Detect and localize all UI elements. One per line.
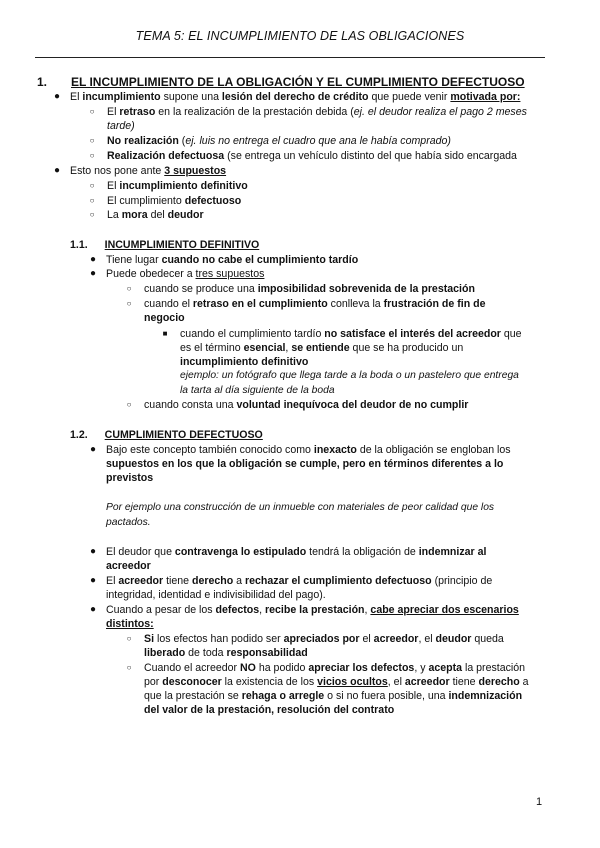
s11-sub-3: cuando consta una voluntad inequívoca del deudor de no cumplir (144, 399, 469, 411)
s12-bullet-4: Cuando a pesar de los defectos, recibe la prestación, cabe apreciar dos escenarios (106, 604, 519, 616)
s11-square-1-cont: es el término esencial, se entiende que se ha producido un (180, 342, 464, 354)
bullet-square: ■ (162, 329, 168, 338)
s11-sub-2: cuando el retraso en el cumplimiento conlleva la frustración de fin de (144, 298, 486, 310)
bullet-circle: ○ (89, 181, 95, 190)
page-number: 1 (536, 796, 543, 808)
s12-example-line-2: pactados. (106, 517, 151, 528)
s1-bullet-2: Esto nos pone ante 3 supuestos (70, 165, 227, 177)
bullet-dot: ● (89, 254, 97, 265)
s12-sub-2-cont3: del valor de la prestación, resolución del contrato (144, 704, 395, 716)
s12-bullet-3: El acreedor tiene derecho a rechazar el cumplimiento defectuoso (principio de (106, 575, 493, 587)
bullet-dot: ● (53, 91, 61, 102)
s12-sub-1-cont: liberado de toda responsabilidad (144, 647, 308, 659)
section-1-1-title: INCUMPLIMIENTO DEFINITIVO (104, 239, 260, 251)
bullet-circle: ○ (89, 107, 95, 116)
s12-sub-2-cont2: que la prestación se rehaga o arregle o si no fuera posible, una indemnización (144, 690, 523, 702)
s11-sub-2-cont: negocio (144, 312, 185, 324)
s1-bullet-1: El incumplimiento supone una lesión del derecho de crédito que puede venir motivada por: (70, 91, 521, 103)
section-1-title: EL INCUMPLIMIENTO DE LA OBLIGACIÓN Y EL CUMPLIMIENTO DEFECTUOSO (71, 75, 525, 89)
s1-sub-1-cont: tarde) (107, 120, 135, 132)
bullet-circle: ○ (89, 151, 95, 160)
bullet-circle: ○ (126, 299, 132, 308)
bullet-circle: ○ (89, 136, 95, 145)
section-1-heading (37, 75, 525, 89)
s1-sub-3: Realización defectuosa (se entrega un vehículo distinto del que había sido encargada (107, 150, 517, 162)
s12-bullet-1-cont: supuestos en los que la obligación se cumple, pero en términos diferentes a lo (106, 458, 504, 470)
bullet-dot: ● (89, 444, 97, 455)
s12-bullet-1-cont2: previstos (106, 472, 154, 484)
bullet-dot: ● (89, 575, 97, 586)
s11-square-1: cuando el cumplimiento tardío no satisface el interés del acreedor que (180, 328, 522, 340)
s11-bullet-2: Puede obedecer a tres supuestos (106, 268, 265, 280)
bullet-circle: ○ (126, 663, 132, 672)
bullet-dot: ● (89, 268, 97, 279)
s11-bullet-1: Tiene lugar cuando no cabe el cumplimiento tardío (106, 254, 359, 266)
s11-example-line-1: ejemplo: un fotógrafo que llega tarde a la boda o un pastelero que entrega (180, 370, 519, 381)
bullet-circle: ○ (126, 634, 132, 643)
s12-sub-2-cont: por desconocer la existencia de los vicios ocultos, el acreedor tiene derecho a (144, 676, 529, 688)
document-title: TEMA 5: EL INCUMPLIMIENTO DE LAS OBLIGACIONES (135, 29, 465, 43)
bullet-dot: ● (89, 546, 97, 557)
section-1-1-heading (70, 238, 259, 252)
section-1-2-title: CUMPLIMIENTO DEFECTUOSO (104, 429, 263, 441)
s12-example-line-1: Por ejemplo una construcción de un inmueble con materiales de peor calidad que los (106, 502, 495, 513)
section-1-2-heading (70, 428, 263, 442)
s12-bullet-4-cont: distintos: (106, 618, 154, 630)
s1-sub-6: La mora del deudor (107, 209, 204, 221)
bullet-circle: ○ (89, 210, 95, 219)
section-1-2-number: 1.2. (70, 429, 88, 441)
title-divider (35, 57, 545, 58)
bullet-circle: ○ (126, 284, 132, 293)
s1-sub-2: No realización (ej. luis no entrega el cuadro que ana le había comprado) (107, 135, 451, 147)
section-1-1-number: 1.1. (70, 239, 88, 251)
s12-bullet-2-cont: acreedor (106, 560, 151, 572)
section-1-number: 1. (37, 75, 48, 89)
s11-square-1-cont2: incumplimiento definitivo (180, 356, 309, 368)
s11-sub-1: cuando se produce una imposibilidad sobrevenida de la prestación (144, 283, 475, 295)
s1-sub-4: El incumplimiento definitivo (107, 180, 248, 192)
bullet-dot: ● (53, 165, 61, 176)
s12-sub-1: Si los efectos han podido ser apreciados por el acreedor, el deudor queda (144, 633, 504, 645)
s11-example-line-2: la tarta al día siguiente de la boda (180, 385, 335, 396)
s12-sub-2: Cuando el acreedor NO ha podido apreciar los defectos, y acepta la prestación (144, 662, 526, 674)
bullet-dot: ● (89, 604, 97, 615)
s12-bullet-3-cont: integridad, identidad e indivisibilidad del pago). (106, 589, 326, 601)
s1-sub-1: El retraso en la realización de la prestación debida (ej. el deudor realiza el pago 2 meses (107, 106, 527, 118)
bullet-circle: ○ (89, 196, 95, 205)
s1-sub-5: El cumplimiento defectuoso (107, 195, 242, 207)
s12-bullet-2: El deudor que contravenga lo estipulado tendrá la obligación de indemnizar al (106, 546, 487, 558)
bullet-circle: ○ (126, 400, 132, 409)
s12-bullet-1: Bajo este concepto también conocido como inexacto de la obligación se engloban los (106, 444, 511, 456)
